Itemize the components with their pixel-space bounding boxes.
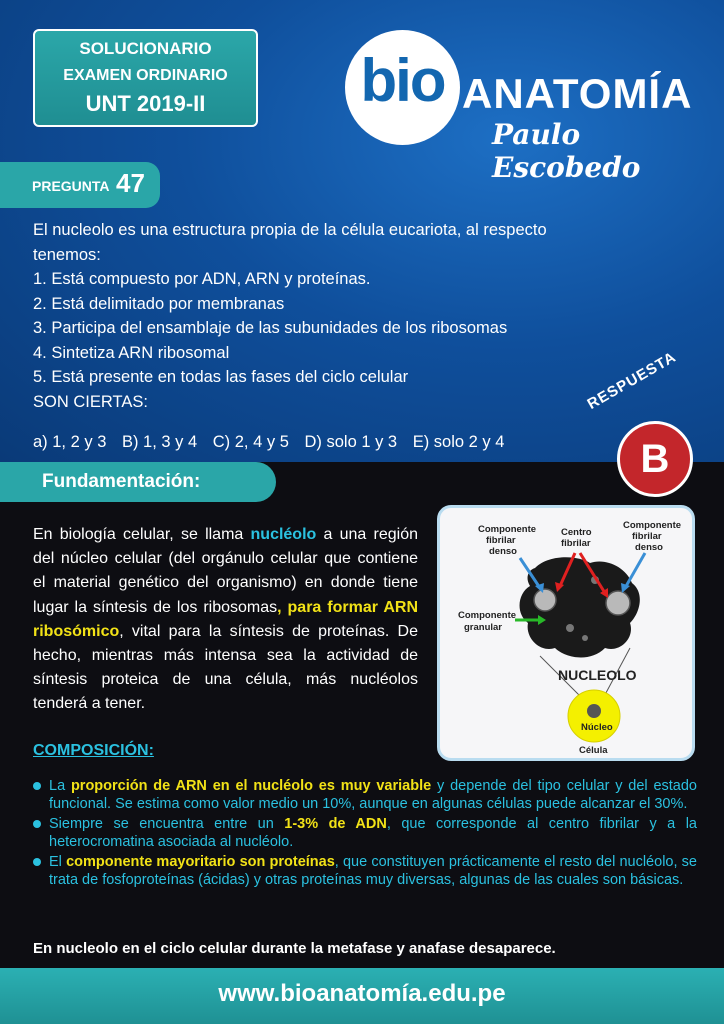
question-line: 1. Está compuesto por ADN, ARN y proteínas. [33,270,371,288]
question-line: 5. Está presente en todas las fases del ciclo celular [33,368,409,386]
fundamentacion-title: Fundamentación: [42,471,201,492]
composition-list [33,777,697,891]
question-number: 47 [116,168,145,198]
bullet-text: y depende del tipo celular y del estado funcional. Se estima como valor medio un 10%, aunque en algunas células puede alcanzar el 30%. [49,778,697,812]
label-cfd-left: fibrilar [486,535,516,546]
bullet-text: , que corresponde al centro fibrilar y a la heterocromatina asociada al nucléolo. [49,816,697,850]
logo-bio: bio [360,47,445,114]
label-cfd-left: Componente [478,524,537,535]
label-componente-granular: granular [464,622,503,633]
question-tab [0,162,160,208]
option-c: C) 2, 4 y 5 [212,433,289,451]
question-line: SON CIERTAS: [33,392,148,411]
bullet-text: La [49,778,71,794]
paragraph-text: a una región del núcleo celular (del orgánulo celular que contiene el material genético del organismo) en donde tiene lugar la síntesis de los ribosomas [33,526,419,616]
bullet-text: , que constituyen prácticamente el resto del nucléolo, se trata de fosfoproteínas (ácidas) y otras proteínas muy diversas, algunas de las cuales son básicas. [49,854,697,888]
bullet-text: El [49,854,67,870]
badge-line-3: UNT 2019-II [85,91,206,116]
question-line: 3. Participa del ensamblaje de las subunidades de los ribosomas [33,319,508,337]
option-d: D) solo 1 y 3 [304,433,398,451]
question-line: El nucleolo es una estructura propia de la célula eucariota, al respecto [33,221,547,239]
label-nucleolo: NUCLEOLO [558,667,637,683]
bullet-highlight: proporción de ARN en el nucléolo es muy variable [70,778,432,794]
website-link[interactable]: www.bioanatomía.edu.pe [218,980,506,1007]
list-item [33,777,697,813]
question-line: tenemos: [33,245,101,264]
final-note: En nucleolo en el ciclo celular durante la metafase y anafase desaparece. [33,940,556,957]
fibrillar-center-right [606,591,630,615]
label-cfd-right: Componente [623,520,682,531]
highlight-nucleolo: nucléolo [250,526,317,543]
answer-badge: B [617,421,693,497]
list-item [33,853,697,889]
list-item [33,815,697,851]
label-celula: Célula [579,745,608,756]
option-a: a) 1, 2 y 3 [33,433,107,451]
label-componente-granular: Componente [458,610,517,621]
footer-bar [0,968,724,1024]
label-centro-fibrilar: Centro [561,527,592,538]
granule [582,635,588,641]
option-e: E) solo 2 y 4 [412,433,505,451]
label-centro-fibrilar: fibrilar [561,538,591,549]
logo-author: Paulo Escobedo [492,118,641,184]
label-cfd-right: denso [635,542,663,553]
label-cfd-left: denso [489,546,517,557]
bullet-text: Siempre se encuentra entre un [49,816,285,832]
question-label: PREGUNTA [32,178,110,194]
composicion-title: COMPOSICIÓN: [33,742,154,759]
badge-line-1: SOLUCIONARIO [79,39,212,58]
nucleolus-in-cell [587,704,601,718]
paragraph-text: , vital para la síntesis de proteínas. De hecho, mientras más intensa sea la actividad de síntesis proteica de una célula, más nucléolos tenderá a tener. [33,622,418,713]
bullet-highlight: componente mayoritario son proteínas [66,854,335,870]
nucleolus-illustration [440,508,692,758]
paragraph-text: En biología celular, se llama [33,526,251,543]
answer-label: RESPUESTA [584,348,680,413]
question-line: 2. Está delimitado por membranas [33,294,285,313]
nucleolus-diagram [437,505,695,761]
option-b: B) 1, 3 y 4 [121,433,198,451]
question-text [33,218,703,414]
label-cfd-right: fibrilar [632,531,662,542]
question-line: 4. Sintetiza ARN ribosomal [33,343,230,362]
logo-anatomia: ANATOMÍA [462,70,693,117]
label-nucleo: Núcleo [581,722,613,733]
granule [566,624,574,632]
explanation-paragraph [33,523,418,717]
highlight-arn: , para formar ARN ribosómico [33,598,418,640]
blue-arrow-right [625,553,645,588]
answer-options [33,433,515,452]
bullet-highlight: 1-3% de ADN [284,816,387,832]
exam-badge [33,29,258,127]
fibrillar-center-left [534,589,556,611]
fundamentacion-tab [0,462,276,502]
badge-line-2: EXAMEN ORDINARIO [63,67,228,84]
